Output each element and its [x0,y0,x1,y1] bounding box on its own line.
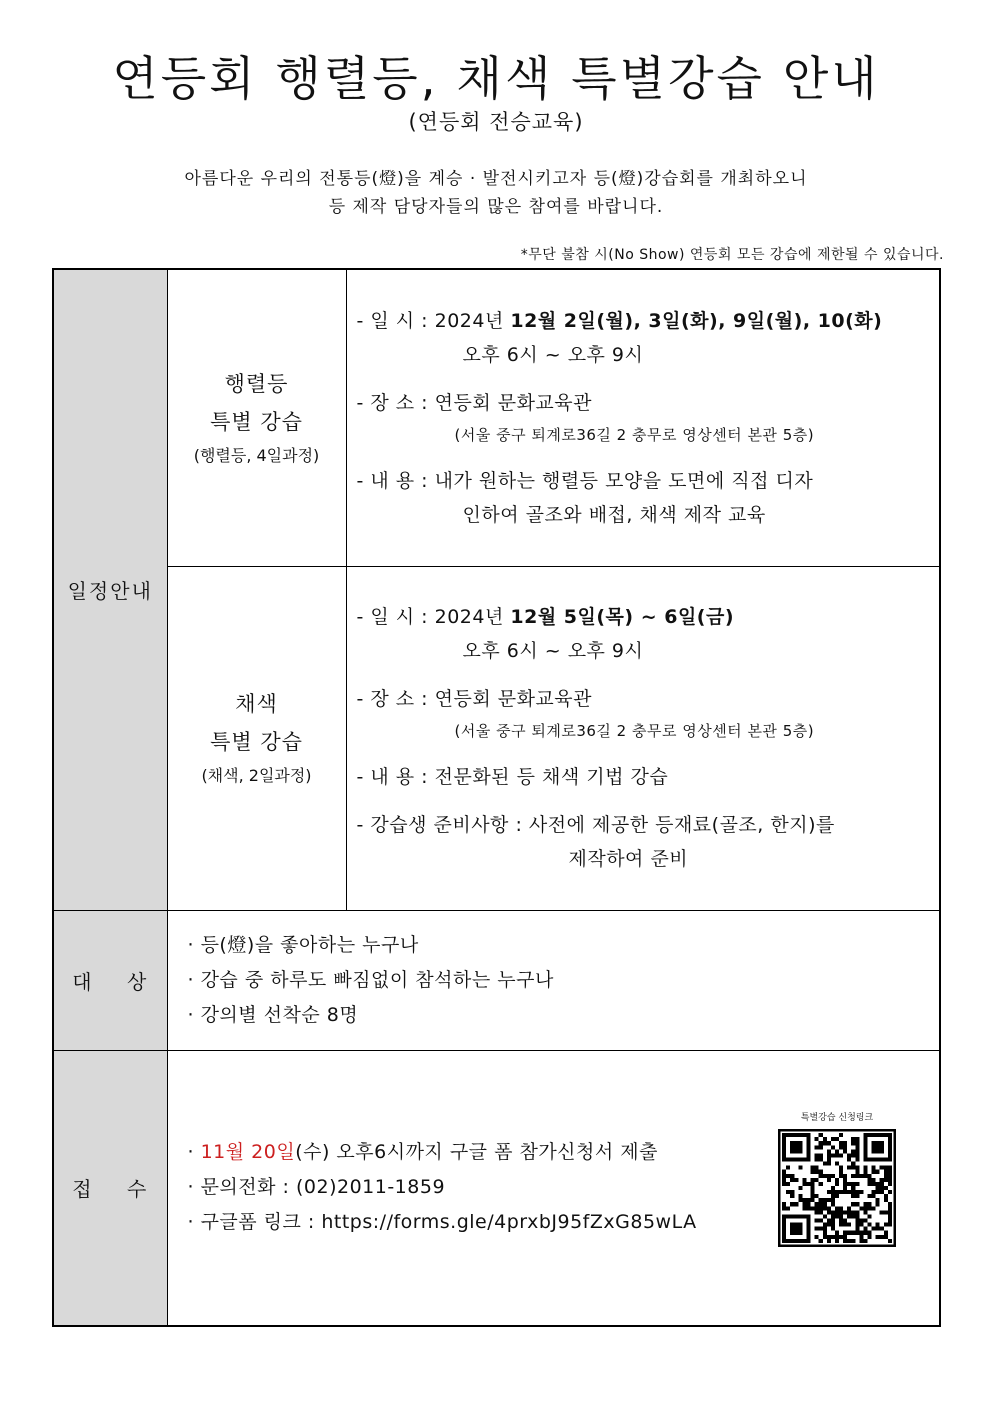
course-2-date-value: 12월 5일(목) ~ 6일(금) [510,606,735,628]
qr-caption: 특별강습 신청링크 [800,1113,874,1123]
course-1-title-cell [167,269,346,566]
course-1-time: 오후 6시 ~ 오후 9시 [462,343,644,366]
course-2-content: - 내 용 : 전문화된 등 채색 기법 강습 [356,766,669,788]
course-1-name: 행렬등 [224,371,289,396]
course-2-date-label: - 일 시 : 2024년 [356,606,511,628]
schedule-header: 일정안내 [53,269,167,910]
intro-line-1: 아름다운 우리의 전통등(燈)을 계승 · 발전시키고자 등(燈)강습회를 개최하오니 [184,169,808,189]
page-title: 연등회 행렬등, 채색 특별강습 안내 [112,52,880,107]
course-2-date [357,600,932,634]
course-2-prep-cont: 제작하여 준비 [568,848,689,870]
qr-code-icon[interactable] [778,1129,896,1247]
target-item: · 강습 중 하루도 빠짐없이 참석하는 누구나 [187,968,554,991]
apply-deadline-date: 11월 20일 [200,1141,296,1164]
apply-form-link[interactable]: · 구글폼 링크 : https://forms.gle/4prxbJ95fZxG85wLA [187,1211,697,1234]
intro-text [0,165,992,221]
target-item: · 강의별 선착순 8명 [187,1003,359,1026]
apply-deadline-bullet: · [187,1141,201,1164]
intro-line-2: 등 제작 담당자들의 많은 참여를 바랍니다. [328,197,664,217]
course-2-prep: - 강습생 준비사항 : 사전에 제공한 등재료(골조, 한지)를 [356,814,835,836]
course-2-title-cell [167,566,346,910]
target-list [167,910,940,1050]
qr-block [778,1110,896,1247]
no-show-notice: *무단 불참 시(No Show) 연등회 모든 강습에 제한될 수 있습니다. [520,247,944,263]
course-1-date-label: - 일 시 : 2024년 [356,309,511,332]
course-1-name-2: 특별 강습 [210,409,303,434]
target-row [53,910,940,1050]
course-2-name: 채색 [235,692,278,716]
course-1-address: (서울 중구 퇴계로36길 2 충무로 영상센터 본관 5층) [454,425,815,444]
course-2-address: (서울 중구 퇴계로36길 2 충무로 영상센터 본관 5층) [454,722,815,740]
apply-phone: · 문의전화 : (02)2011-1859 [187,1176,446,1199]
course-1-content: - 내 용 : 내가 원하는 행렬등 모양을 도면에 직접 디자 [356,469,814,492]
course-2-details [346,566,940,910]
apply-deadline-rest: (수) 오후6시까지 구글 폼 참가신청서 제출 [295,1141,658,1164]
course-1-place: - 장 소 : 연등회 문화교육관 [356,391,592,414]
course-1-date [357,304,932,338]
schedule-row-1 [53,269,940,566]
schedule-row-2 [53,566,940,910]
course-2-place: - 장 소 : 연등회 문화교육관 [356,688,592,710]
apply-header: 접 수 [53,1050,167,1326]
course-1-content-cont: 인하여 골조와 배접, 채색 제작 교육 [462,503,766,526]
course-2-duration: (채색, 2일과정) [201,766,312,785]
course-1-details [346,269,940,566]
course-2-time: 오후 6시 ~ 오후 9시 [462,640,644,662]
target-header: 대 상 [53,910,167,1050]
page-subtitle: (연등회 전승교육) [408,110,584,134]
target-item: · 등(燈)을 좋아하는 누구나 [187,933,419,956]
course-1-duration: (행렬등, 4일과정) [193,445,320,465]
course-2-name-2: 특별 강습 [210,730,303,754]
course-1-date-value: 12월 2일(월), 3일(화), 9일(월), 10(화) [510,309,883,332]
